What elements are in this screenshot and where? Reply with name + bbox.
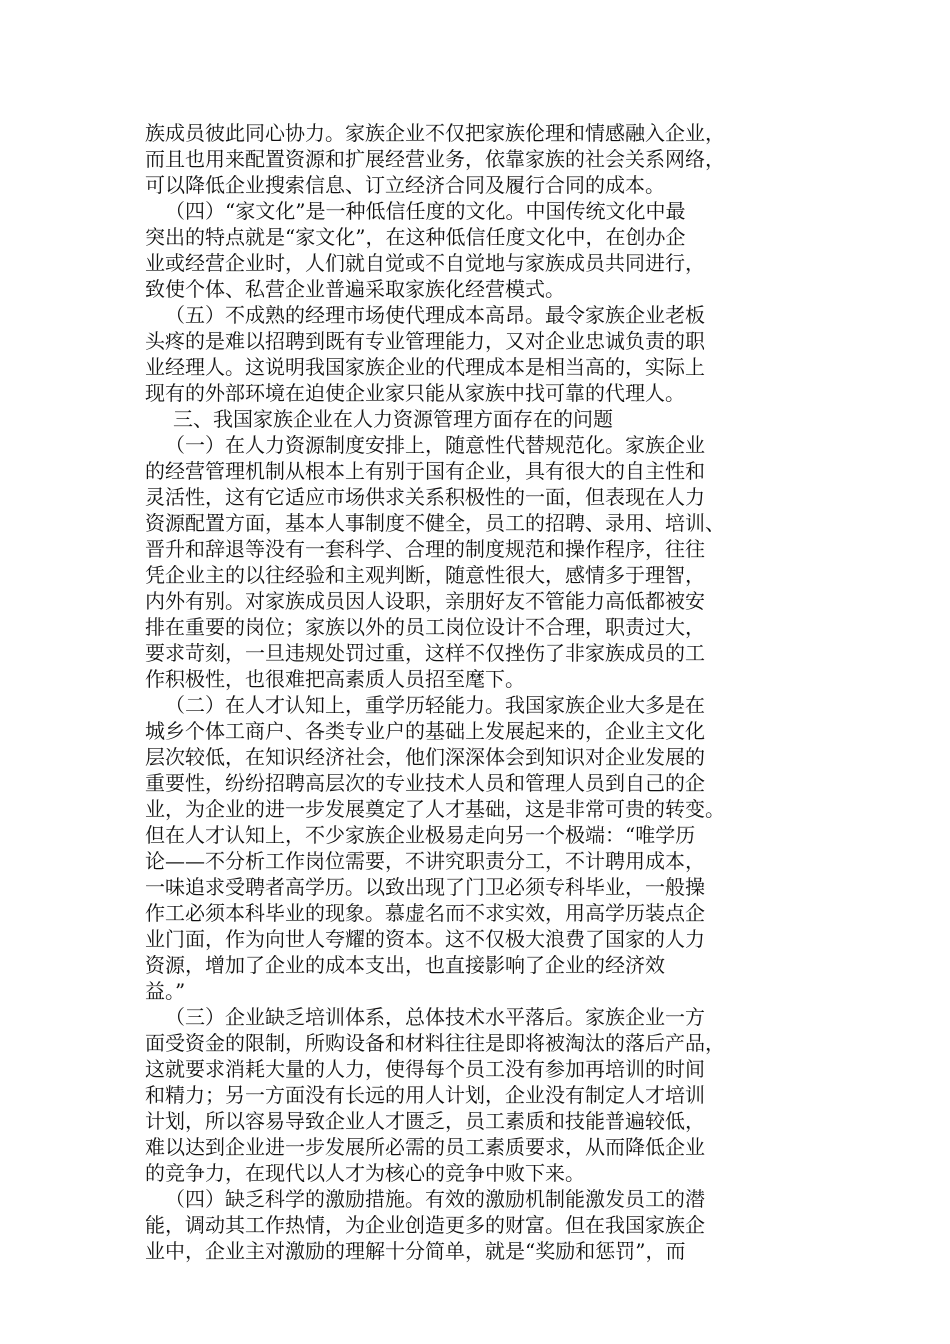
text-line: 的竞争力，在现代以人才为核心的竞争中败下来。 [145,1161,585,1185]
text-line: 业经理人。这说明我国家族企业的代理成本是相当高的，实际上 [145,355,705,379]
text-line: 业或经营企业时，人们就自觉或不自觉地与家族成员共同进行， [145,251,705,275]
text-line: 内外有别。对家族成员因人设职，亲朋好友不管能力高低都被安 [145,589,705,613]
text-line: 致使个体、私营企业普遍采取家族化经营模式。 [145,277,565,301]
text-line: 难以达到企业进一步发展所必需的员工素质要求，从而降低企业 [145,1135,705,1159]
text-line: 这就要求消耗大量的人力，使得每个员工没有参加再培训的时间 [145,1057,705,1081]
text-line: 作工必须本科毕业的现象。慕虚名而不求实效，用高学历装点企 [145,901,705,925]
text-line: 晋升和辞退等没有一套科学、合理的制度规范和操作程序，往往 [145,537,705,561]
paragraph-start-line: （四）“家文化”是一种低信任度的文化。中国传统文化中最 [165,199,686,223]
text-line: 族成员彼此同心协力。家族企业不仅把家族伦理和情感融入企业， [145,121,725,145]
text-line: 和精力；另一方面没有长远的用人计划，企业没有制定人才培训 [145,1083,705,1107]
paragraph-start-line: （三）企业缺乏培训体系，总体技术水平落后。家族企业一方 [165,1005,705,1029]
text-line: 头疼的是难以招聘到既有专业管理能力，又对企业忠诚负责的职 [145,329,705,353]
text-line: 排在重要的岗位；家族以外的员工岗位设计不合理，职责过大， [145,615,705,639]
paragraph-start-line: （二）在人才认知上，重学历轻能力。我国家族企业大多是在 [165,693,705,717]
text-line: 现有的外部环境在迫使企业家只能从家族中找可靠的代理人。 [145,381,685,405]
section-heading: 三、我国家族企业在人力资源管理方面存在的问题 [173,407,613,431]
paragraph-start-line: （五）不成熟的经理市场使代理成本高昂。最令家族企业老板 [165,303,705,327]
text-line: 的经营管理机制从根本上有别于国有企业，具有很大的自主性和 [145,459,705,483]
text-line: 资源，增加了企业的成本支出，也直接影响了企业的经济效 [145,953,665,977]
text-line: 重要性，纷纷招聘高层次的专业技术人员和管理人员到自己的企 [145,771,705,795]
text-line: 城乡个体工商户、各类专业户的基础上发展起来的，企业主文化 [145,719,705,743]
text-line: 层次较低，在知识经济社会，他们深深体会到知识对企业发展的 [145,745,705,769]
text-line: 业门面，作为向世人夸耀的资本。这不仅极大浪费了国家的人力 [145,927,705,951]
text-line: 凭企业主的以往经验和主观判断，随意性很大，感情多于理智， [145,563,705,587]
text-line: 但在人才认知上，不少家族企业极易走向另一个极端：“唯学历 [145,823,696,847]
text-line: 益。” [145,979,186,1003]
text-line: 突出的特点就是“家文化”，在这种低信任度文化中，在创办企 [145,225,686,249]
text-line: 作积极性，也很难把高素质人员招至麾下。 [145,667,525,691]
text-line: 灵活性，这有它适应市场供求关系积极性的一面，但表现在人力 [145,485,705,509]
text-line: 业中，企业主对激励的理解十分简单，就是“奖励和惩罚”，而 [145,1239,686,1263]
text-line: 一味追求受聘者高学历。以致出现了门卫必须专科毕业，一般操 [145,875,705,899]
text-line: 而且也用来配置资源和扩展经营业务，依靠家族的社会关系网络， [145,147,725,171]
text-line: 业，为企业的进一步发展奠定了人才基础，这是非常可贵的转变。 [145,797,725,821]
document-body [145,120,785,1264]
text-line: 面受资金的限制，所购设备和材料往往是即将被淘汰的落后产品， [145,1031,725,1055]
text-line: 可以降低企业搜索信息、订立经济合同及履行合同的成本。 [145,173,665,197]
text-line: 能，调动其工作热情，为企业创造更多的财富。但在我国家族企 [145,1213,705,1237]
paragraph-start-line: （四）缺乏科学的激励措施。有效的激励机制能激发员工的潜 [165,1187,705,1211]
text-line: 论——不分析工作岗位需要，不讲究职责分工，不计聘用成本， [145,849,705,873]
text-line: 资源配置方面，基本人事制度不健全，员工的招聘、录用、培训、 [145,511,725,535]
text-line: 计划，所以容易导致企业人才匮乏，员工素质和技能普遍较低， [145,1109,705,1133]
text-line: 要求苛刻，一旦违规处罚过重，这样不仅挫伤了非家族成员的工 [145,641,705,665]
paragraph-start-line: （一）在人力资源制度安排上，随意性代替规范化。家族企业 [165,433,705,457]
